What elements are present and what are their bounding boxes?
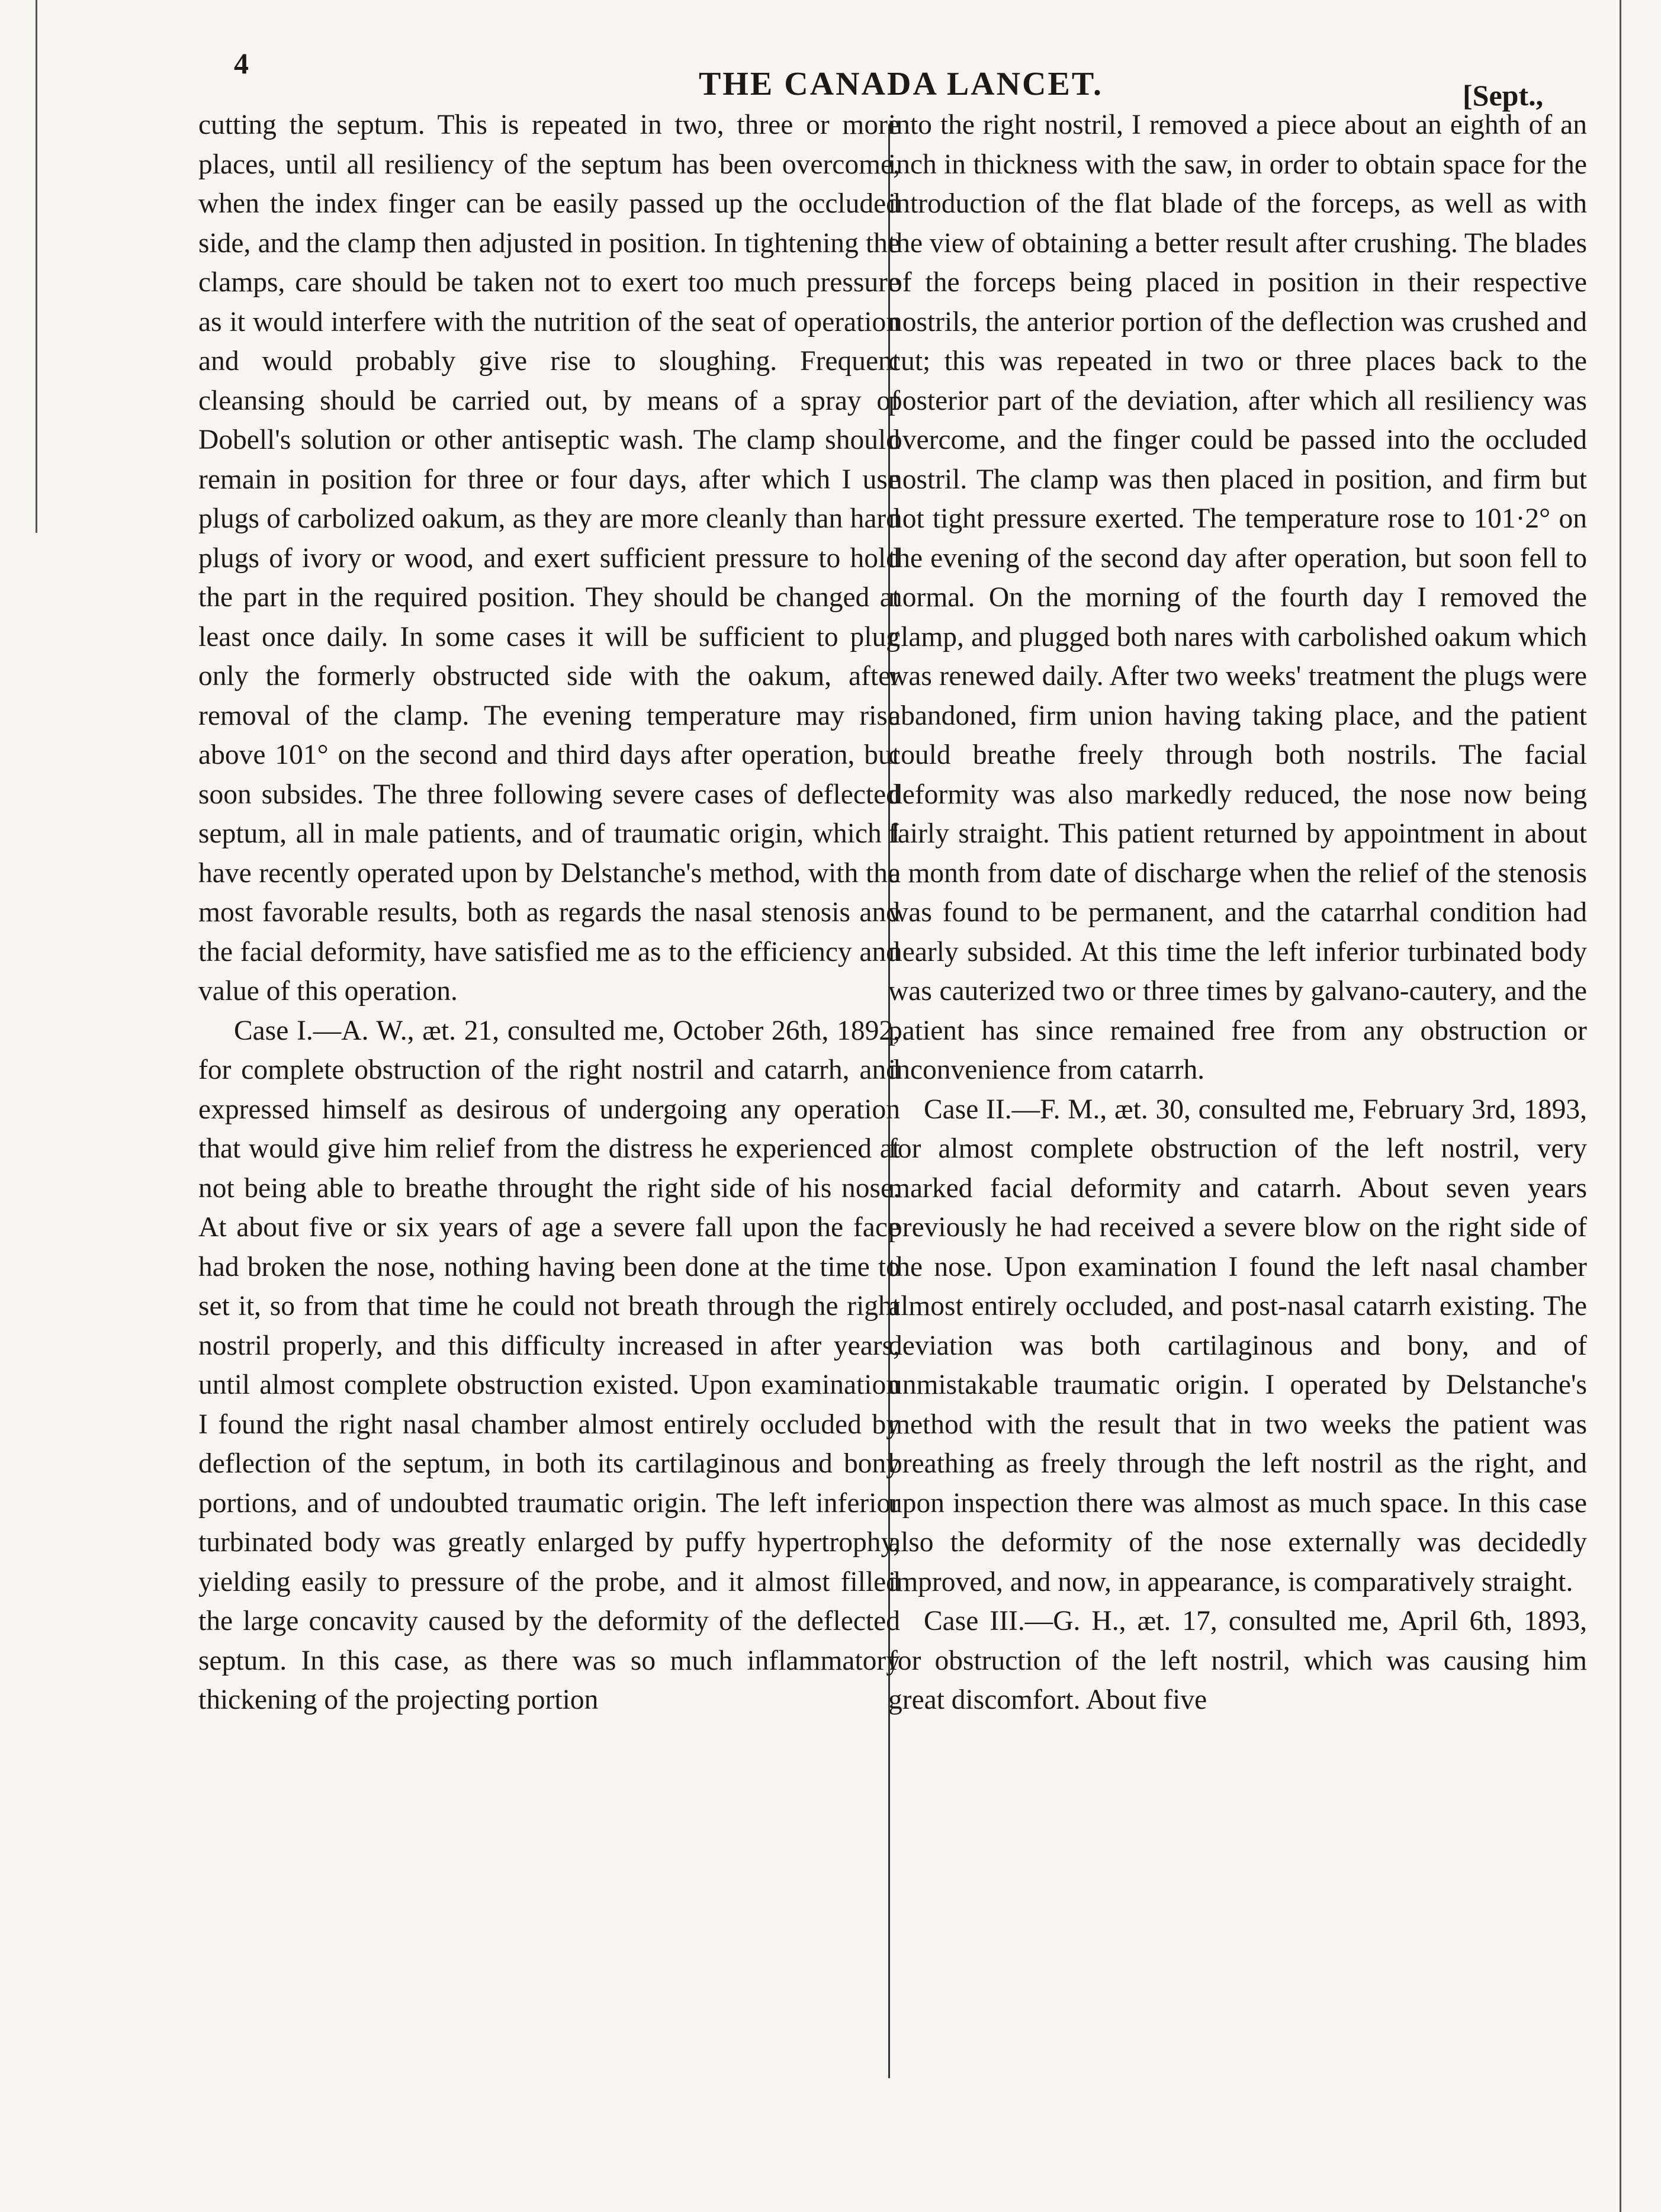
- paragraph-case-1: Case I.—A. W., æt. 21, consulted me, October 26th, 1892, for complete obstruction of the right nostril and catarrh, and expressed himself as desirous of undergoing any operation that would give him relief from the distress he experienced at not being able to breathe throught the right side of his nose. At about five or six years of age a severe fall upon the face had broken the nose, nothing having been done at the time to set it, so from that time he could not breath through the right nostril properly, and this difficulty increased in after years, until almost complete obstruction existed. Upon examination I found the right nasal chamber almost entirely occluded by deflection of the septum, in both its cartilaginous and bony portions, and of undoubted traumatic origin. The left inferior turbinated body was greatly enlarged by puffy hypertrophy, yielding easily to pressure of the probe, and it almost filled the large concavity caused by the deformity of the deflected septum. In this case, as there was so much inflammatory thickening of the projecting portion: [198, 1015, 900, 1715]
- page-edge-left: [36, 0, 37, 533]
- page-edge-right: [1620, 0, 1621, 2212]
- running-title: THE CANADA LANCET.: [699, 66, 1104, 102]
- issue-date: [Sept.,: [1463, 79, 1544, 112]
- paragraph-case-3: Case III.—G. H., æt. 17, consulted me, April 6th, 1893, for obstruction of the left nostril, which was causing him great discomfort. About five: [888, 1606, 1587, 1715]
- left-column: [198, 105, 900, 1720]
- paragraph: into the right nostril, I removed a piece about an eighth of an inch in thickness with the saw, in order to obtain space for the introduction of the flat blade of the forceps, as well as with the view of obtaining a better result after crushing. The blades of the forceps being placed in position in their respective nostrils, the anterior portion of the deflection was crushed and cut; this was repeated in two or three places back to the posterior part of the deviation, after which all resiliency was overcome, and the finger could be passed into the occluded nostril. The clamp was then placed in position, and firm but not tight pressure exerted. The temperature rose to 101·2° on the evening of the second day after operation, but soon fell to normal. On the morning of the fourth day I removed the clamp, and plugged both nares with carbolished oakum which was renewed daily. After two weeks' treatment the plugs were abandoned, firm union having taking place, and the patient could breathe freely through both nostrils. The facial deformity was also markedly reduced, the nose now being fairly straight. This patient returned by appointment in about a month from date of discharge when the relief of the stenosis was found to be permanent, and the catarrhal condition had nearly subsided. At this time the left inferior turbinated body was cauterized two or three times by galvano-cautery, and the patient has since remained free from any obstruction or inconvenience from catarrh.: [888, 110, 1587, 1085]
- page-number: 4: [234, 47, 249, 80]
- paragraph: cutting the septum. This is repeated in two, three or more places, until all resiliency of the septum has been overcome, when the index finger can be easily passed up the occluded side, and the clamp then adjusted in position. In tightening the clamps, care should be taken not to exert too much pressure as it would interfere with the nutrition of the seat of operation and would probably give rise to sloughing. Frequent cleansing should be carried out, by means of a spray of Dobell's solution or other antiseptic wash. The clamp should remain in position for three or four days, after which I use plugs of carbolized oakum, as they are more cleanly than hard plugs of ivory or wood, and exert sufficient pressure to hold the part in the required position. They should be changed at least once daily. In some cases it will be sufficient to plug only the formerly obstructed side with the oakum, after removal of the clamp. The evening temperature may rise above 101° on the second and third days after operation, but soon subsides. The three following severe cases of deflected septum, all in male patients, and of traumatic origin, which I have recently operated upon by Delstanche's method, with the most favorable results, both as regards the nasal stenosis and the facial deformity, have satisfied me as to the efficiency and value of this operation.: [198, 110, 900, 1007]
- right-column: [888, 105, 1587, 1720]
- paragraph-case-2: Case II.—F. M., æt. 30, consulted me, February 3rd, 1893, for almost complete obstruction of the left nostril, very marked facial deformity and catarrh. About seven years previously he had received a severe blow on the right side of the nose. Upon examination I found the left nasal chamber almost entirely occluded, and post-nasal catarrh existing. The deviation was both cartilaginous and bony, and of unmistakable traumatic origin. I operated by Delstanche's method with the result that in two weeks the patient was breathing as freely through the left nostril as the right, and upon inspection there was almost as much space. In this case also the deformity of the nose externally was decidedly improved, and now, in appearance, is comparatively straight.: [888, 1094, 1587, 1597]
